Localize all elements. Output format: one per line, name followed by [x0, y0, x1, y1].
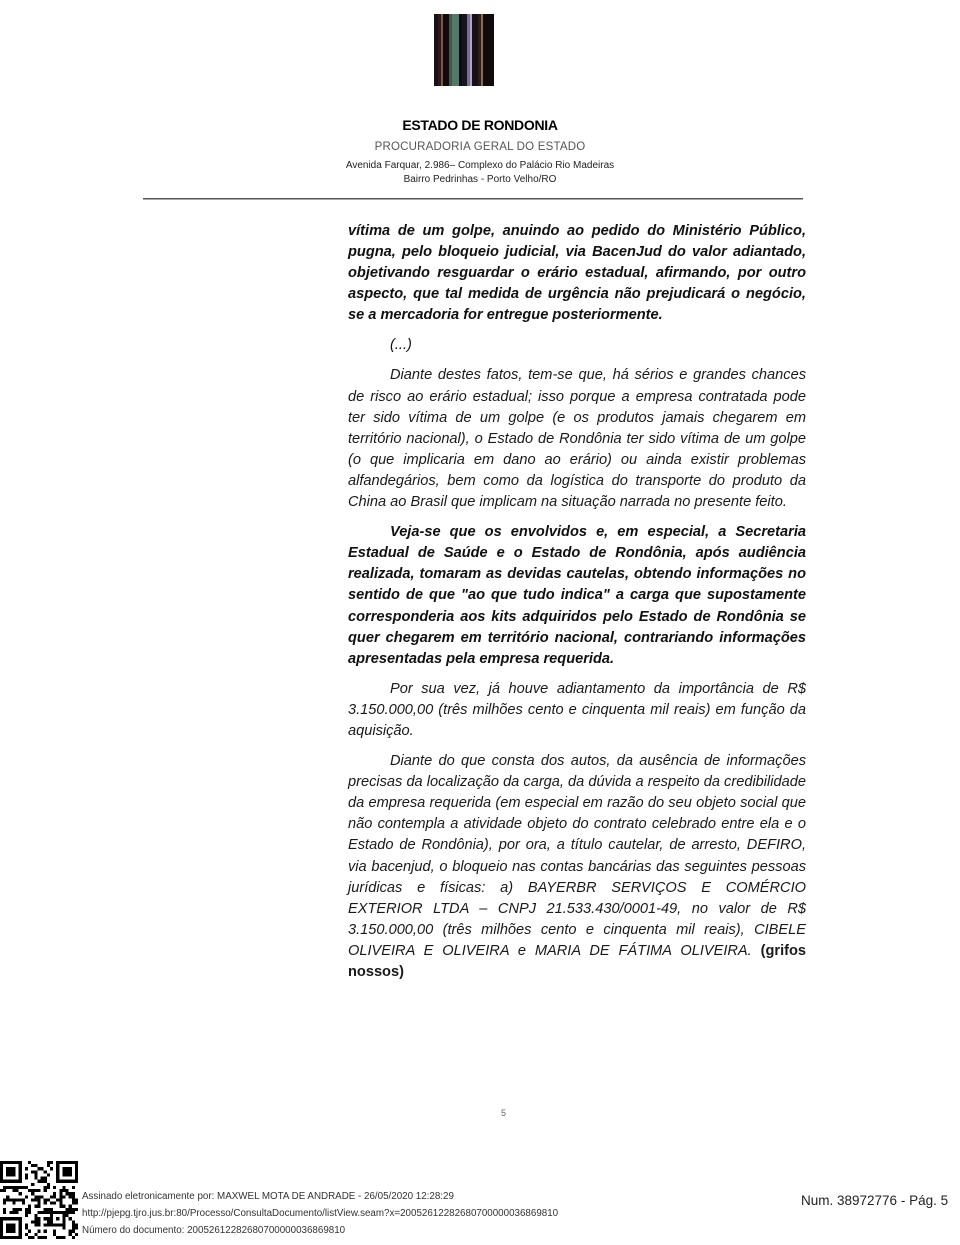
qr-module — [41, 1195, 44, 1198]
qr-module — [62, 1189, 65, 1192]
qr-module — [44, 1236, 47, 1239]
qr-module — [47, 1164, 50, 1167]
paragraph-precautions: Veja-se que os envolvidos e, em especial, a Secretaria Estadual de Saúde e o Estado de Rondônia, após audiência realizada, tomaram as devidas cautelas, obtendo informações no sentido de que "ao que tudo indica" a carga que supostamente corresponderia aos kits adquiridos pelo Estado de Rondônia se quer chegarem em território nacional, contrariando informações apresentadas pela empresa requerida. — [348, 524, 806, 667]
qr-module — [47, 1183, 50, 1186]
paragraph-advance-payment: Por sua vez, já houve adiantamento da importância de R$ 3.150.000,00 (três milhões cento e cinquenta mil reais) em função da aquisição. — [348, 680, 806, 739]
document-body — [348, 221, 806, 983]
paragraph-decision — [348, 751, 806, 983]
qr-module — [72, 1227, 75, 1230]
qr-module — [28, 1189, 31, 1192]
qr-module — [34, 1198, 37, 1201]
footer-url[interactable]: http://pjepg.tjro.jus.br:80/Processo/ConsultaDocumento/listView.seam?x=20052612282680700000036869810 — [82, 1208, 559, 1219]
spacer — [348, 742, 806, 751]
qr-module — [25, 1211, 28, 1214]
qr-module — [47, 1211, 50, 1214]
qr-module — [19, 1192, 22, 1195]
qr-module — [62, 1167, 71, 1176]
qr-module — [62, 1186, 65, 1189]
qr-module — [12, 1198, 15, 1201]
qr-module — [12, 1208, 15, 1211]
qr-module — [25, 1214, 28, 1217]
footer-document-number: Número do documento: 20052612282680700000036869810 — [82, 1225, 346, 1236]
qr-module — [34, 1173, 37, 1176]
qr-module — [31, 1183, 34, 1186]
qr-module — [62, 1227, 65, 1230]
qr-module — [72, 1202, 75, 1205]
qr-module — [59, 1195, 62, 1198]
qr-module — [25, 1177, 28, 1180]
qr-module — [37, 1211, 40, 1214]
qr-module — [31, 1220, 34, 1223]
qr-module — [6, 1223, 15, 1232]
qr-module — [34, 1220, 37, 1223]
qr-module — [37, 1205, 40, 1208]
emblem-stripe — [483, 14, 494, 86]
spacer — [348, 326, 806, 335]
qr-module — [34, 1189, 37, 1192]
qr-module — [72, 1220, 75, 1223]
qr-module — [47, 1161, 50, 1164]
qr-module — [34, 1195, 37, 1198]
qr-module — [34, 1217, 37, 1220]
qr-module — [75, 1223, 78, 1226]
qr-module — [34, 1233, 37, 1236]
qr-module — [72, 1230, 75, 1233]
qr-module — [31, 1192, 34, 1195]
emblem-stripe — [452, 14, 459, 86]
qr-module — [37, 1223, 40, 1226]
qr-module — [28, 1236, 31, 1239]
qr-module — [19, 1198, 22, 1201]
qr-module — [3, 1211, 6, 1214]
paragraph-risk: Diante destes fatos, tem-se que, há sérios e grandes chances de risco ao erário estadual; isso porque a empresa contratada pode ter sido vítima de um golpe (e os produtos jamais chegarem em território nacional), o Estado de Rondônia ter sido vítima de um golpe (o que implicaria em dano ao erário) ou ainda existir problemas alfandegários, bem como da logística do transporte do produto da China ao Brasil que implicam na situação narrada no presente feito. — [348, 367, 806, 511]
qr-module — [31, 1189, 34, 1192]
qr-module — [50, 1167, 53, 1170]
qr-module — [16, 1198, 19, 1201]
qr-module — [72, 1198, 75, 1201]
qr-module — [34, 1223, 37, 1226]
qr-module — [69, 1208, 72, 1211]
qr-module — [16, 1211, 19, 1214]
qr-module — [44, 1170, 47, 1173]
qr-module — [53, 1233, 56, 1236]
qr-module — [31, 1198, 34, 1201]
qr-module — [25, 1195, 28, 1198]
qr-module — [47, 1220, 50, 1223]
qr-module — [44, 1223, 47, 1226]
qr-module — [75, 1198, 78, 1201]
qr-module — [47, 1198, 50, 1201]
qr-module — [25, 1167, 28, 1170]
qr-module — [25, 1233, 28, 1236]
qr-module — [34, 1205, 37, 1208]
qr-module — [37, 1230, 40, 1233]
qr-module — [44, 1217, 47, 1220]
qr-module — [31, 1164, 34, 1167]
qr-module — [37, 1220, 40, 1223]
ellipsis-marker: (...) — [390, 337, 412, 354]
qr-module — [3, 1186, 6, 1189]
qr-module — [53, 1195, 56, 1198]
qr-module — [3, 1198, 6, 1201]
qr-module — [9, 1186, 12, 1189]
qr-module — [37, 1202, 40, 1205]
qr-module — [28, 1205, 31, 1208]
qr-module — [59, 1202, 62, 1205]
qr-module — [22, 1186, 25, 1189]
qr-module — [41, 1180, 44, 1183]
footer-num-page: Num. 38972776 - Pág. 5 — [801, 1193, 949, 1208]
qr-module — [28, 1208, 31, 1211]
page-number: 5 — [501, 1108, 507, 1118]
qr-module — [37, 1195, 40, 1198]
qr-module — [37, 1180, 40, 1183]
qr-module — [66, 1208, 69, 1211]
qr-module — [3, 1189, 6, 1192]
qr-module — [69, 1217, 72, 1220]
qr-module — [19, 1186, 22, 1189]
qr-module — [0, 1189, 3, 1192]
qr-module — [50, 1202, 53, 1205]
header-address-line2: Bairro Pedrinhas - Porto Velho/RO — [403, 174, 557, 185]
qr-module — [75, 1208, 78, 1211]
qr-module — [37, 1236, 40, 1239]
qr-module — [16, 1208, 19, 1211]
qr-module — [31, 1236, 34, 1239]
qr-module — [3, 1202, 6, 1205]
qr-module — [44, 1211, 47, 1214]
spacer — [348, 513, 806, 522]
qr-module — [44, 1198, 47, 1201]
qr-module — [69, 1205, 72, 1208]
qr-module — [41, 1236, 44, 1239]
qr-module — [41, 1167, 44, 1170]
qr-module — [22, 1198, 25, 1201]
coat-of-arms-image — [434, 14, 494, 86]
qr-module — [22, 1202, 25, 1205]
qr-module — [50, 1161, 53, 1164]
qr-module — [44, 1230, 47, 1233]
decision-text: Diante do que consta dos autos, da ausência de informações precisas da localização da carga, da dúvida a respeito da credibilidade da empresa requerida (em especial em razão do seu objeto social que não contempla a atividade objeto do contrato celebrado entre ela e o Estado de Rondônia), por ora, a título cautelar, de arresto, DEFIRO, via bacenjud, o bloqueio nas contas bancárias das seguintes pessoas jurídicas e físicas: a) BAYERBR SERVIÇOS E COMÉRCIO EXTERIOR LTDA – CNPJ 21.533.430/0001-49, no valor de R$ 3.150.000,00 (três milhões cento e cinquenta mil reais), CIBELE OLIVEIRA E OLIVEIRA e MARIA DE FÁTIMA OLIVEIRA. — [348, 753, 806, 959]
qr-module — [16, 1186, 19, 1189]
qr-module — [12, 1189, 15, 1192]
footer-signed-by: Assinado eletronicamente por: MAXWEL MOTA DE ANDRADE - 26/05/2020 12:28:29 — [82, 1191, 454, 1202]
qr-module — [9, 1211, 12, 1214]
qr-module — [62, 1236, 65, 1239]
qr-module — [28, 1211, 31, 1214]
qr-module — [44, 1177, 47, 1180]
qr-module — [9, 1198, 12, 1201]
qr-module — [37, 1167, 40, 1170]
qr-module — [6, 1167, 15, 1176]
qr-module — [56, 1198, 59, 1201]
header-divider — [143, 198, 803, 200]
qr-module — [56, 1236, 59, 1239]
qr-module — [50, 1208, 53, 1211]
qr-module — [69, 1195, 72, 1198]
qr-module — [69, 1230, 72, 1233]
qr-module — [12, 1202, 15, 1205]
qr-module — [72, 1186, 75, 1189]
qr-module — [66, 1192, 69, 1195]
qr-module — [31, 1170, 34, 1173]
header-title: ESTADO DE RONDONIA — [402, 117, 558, 133]
qr-module — [19, 1208, 22, 1211]
qr-module — [75, 1202, 78, 1205]
qr-module — [72, 1195, 75, 1198]
qr-module — [72, 1208, 75, 1211]
qr-module — [12, 1211, 15, 1214]
qr-module — [72, 1223, 75, 1226]
qr-module — [72, 1211, 75, 1214]
qr-module — [25, 1223, 28, 1226]
emphasis-note: (grifos nossos) — [348, 942, 807, 980]
qr-module — [12, 1186, 15, 1189]
qr-module — [53, 1202, 56, 1205]
qr-module — [25, 1227, 28, 1230]
qr-module — [69, 1211, 72, 1214]
qr-module — [41, 1177, 44, 1180]
qr-module — [75, 1233, 78, 1236]
qr-code-icon — [0, 1160, 78, 1240]
qr-module — [37, 1198, 40, 1201]
qr-module — [16, 1189, 19, 1192]
qr-module — [6, 1198, 9, 1201]
qr-module — [6, 1186, 9, 1189]
qr-module — [44, 1186, 47, 1189]
qr-module — [47, 1223, 50, 1226]
qr-module — [44, 1189, 47, 1192]
qr-module — [28, 1230, 31, 1233]
qr-module — [6, 1195, 9, 1198]
qr-module — [62, 1205, 65, 1208]
qr-module — [28, 1161, 31, 1164]
qr-module — [59, 1198, 62, 1201]
header-address-line1: Avenida Farquar, 2.986– Complexo do Palácio Rio Madeiras — [345, 160, 615, 171]
qr-module — [47, 1217, 50, 1220]
qr-module — [3, 1208, 6, 1211]
paragraph-quote-intro: vítima de um golpe, anuindo ao pedido do Ministério Público, pugna, pelo bloqueio judicial, via BacenJud do valor adiantado, objetivando resguardar o erário estadual, afirmando, por outro aspecto, que tal medida de urgência não prejudicará o negócio, se a mercadoria for entregue posteriormente. — [348, 223, 806, 324]
qr-module — [50, 1195, 53, 1198]
qr-module — [59, 1205, 62, 1208]
qr-module — [44, 1180, 47, 1183]
qr-module — [62, 1195, 65, 1198]
qr-module — [66, 1214, 69, 1217]
qr-module — [44, 1208, 47, 1211]
qr-module — [25, 1173, 28, 1176]
qr-module — [59, 1189, 62, 1192]
qr-module — [59, 1236, 62, 1239]
spacer — [348, 670, 806, 679]
qr-module — [44, 1202, 47, 1205]
qr-module — [75, 1227, 78, 1230]
qr-module — [53, 1186, 56, 1189]
qr-module — [34, 1164, 37, 1167]
qr-module — [37, 1189, 40, 1192]
qr-module — [34, 1170, 37, 1173]
qr-module — [34, 1214, 37, 1217]
qr-module — [69, 1192, 72, 1195]
qr-module — [47, 1208, 50, 1211]
qr-module — [59, 1192, 62, 1195]
header-subtitle: PROCURADORIA GERAL DO ESTADO — [374, 141, 586, 153]
qr-module — [53, 1230, 56, 1233]
qr-module — [66, 1211, 69, 1214]
qr-module — [72, 1236, 75, 1239]
qr-module — [25, 1186, 28, 1189]
qr-module — [66, 1189, 69, 1192]
qr-module — [41, 1211, 44, 1214]
qr-module — [47, 1186, 50, 1189]
qr-module — [69, 1233, 72, 1236]
qr-module — [37, 1217, 40, 1220]
qr-module — [34, 1177, 37, 1180]
qr-module — [47, 1173, 50, 1176]
qr-module — [25, 1208, 28, 1211]
qr-module — [56, 1217, 59, 1220]
qr-module — [72, 1192, 75, 1195]
qr-module — [53, 1192, 56, 1195]
